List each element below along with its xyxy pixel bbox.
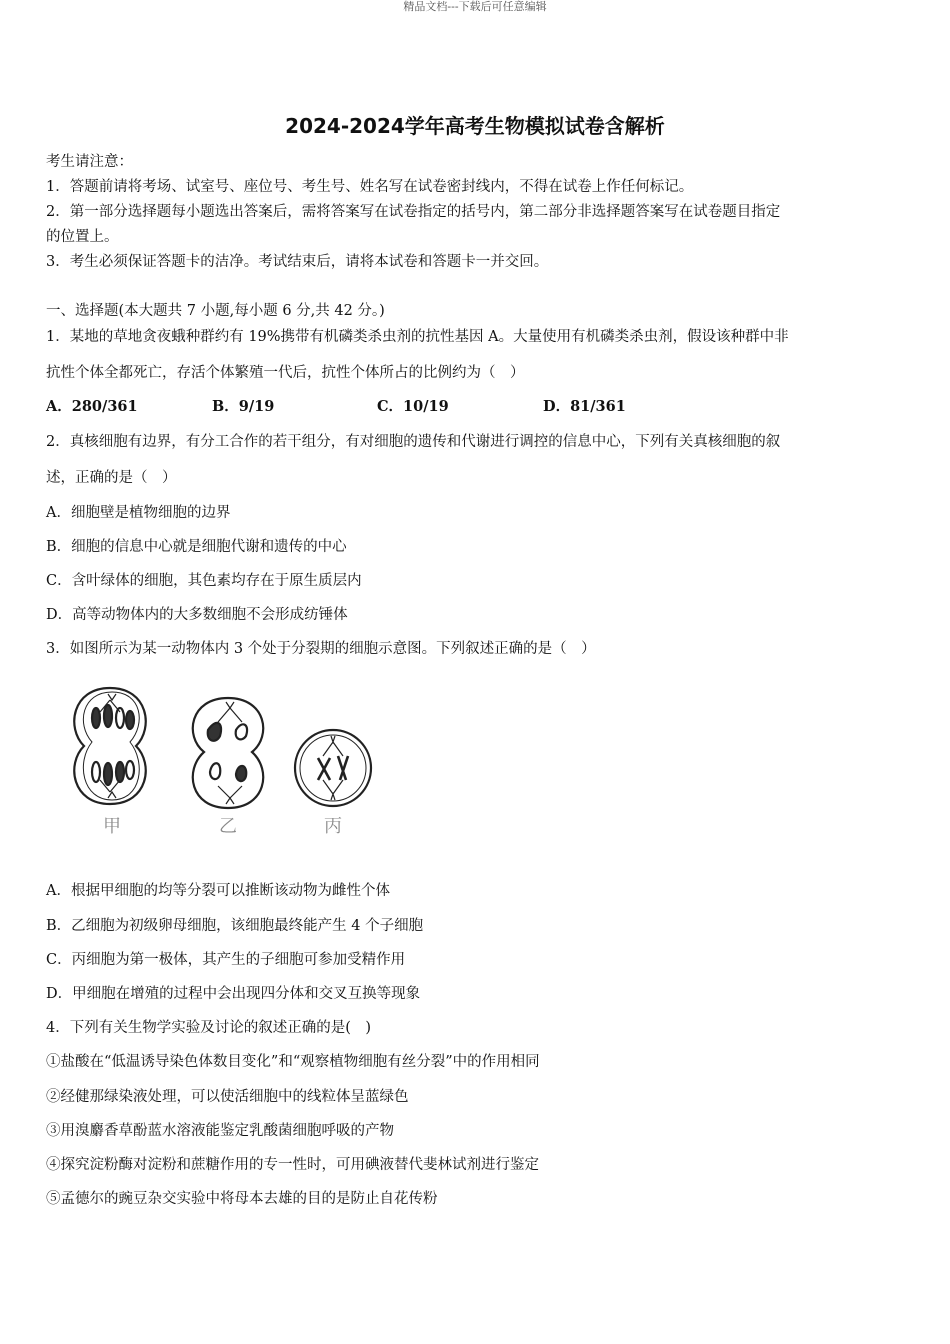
q4-statement-5: ⑤孟德尔的豌豆杂交实验中将母本去雄的目的是防止自花传粉 bbox=[46, 1191, 438, 1207]
q4-statement-2: ②经健那绿染液处理，可以使活细胞中的线粒体呈蓝绿色 bbox=[46, 1089, 409, 1105]
q1-stem-line2: 抗性个体全都死亡，存活个体繁殖一代后，抗性个体所占的比例约为（ ） bbox=[46, 365, 525, 381]
cell-bing bbox=[295, 730, 371, 806]
q3-option-c[interactable]: C．丙细胞为第一极体，其产生的子细胞可参加受精作用 bbox=[46, 952, 406, 968]
q1-stem-line1: 1．某地的草地贪夜蛾种群约有 19%携带有机磷类杀虫剂的抗性基因 A。大量使用有机磷类杀虫剂，假设该种群中非 bbox=[46, 329, 789, 345]
page-title: 2024-2024学年高考生物模拟试卷含解析 bbox=[285, 114, 665, 138]
cell-division-figure bbox=[60, 680, 380, 840]
q3-stem: 3．如图所示为某一动物体内 3 个处于分裂期的细胞示意图。下列叙述正确的是（ ） bbox=[46, 641, 596, 657]
q2-option-c[interactable]: C．含叶绿体的细胞，其色素均存在于原生质层内 bbox=[46, 573, 362, 589]
q2-stem-line2: 述，正确的是（ ） bbox=[46, 470, 177, 486]
q4-statement-4: ④探究淀粉酶对淀粉和蔗糖作用的专一性时，可用碘液替代斐林试剂进行鉴定 bbox=[46, 1157, 539, 1173]
figure-label-jia: 甲 bbox=[103, 816, 121, 837]
q2-option-b[interactable]: B．细胞的信息中心就是细胞代谢和遗传的中心 bbox=[46, 539, 347, 555]
q1-option-b[interactable]: B．9/19 bbox=[212, 398, 275, 415]
section-heading: 一、选择题(本大题共 7 小题,每小题 6 分,共 42 分。) bbox=[46, 303, 385, 319]
figure-label-bing: 丙 bbox=[324, 816, 342, 837]
notice-item-3: 3．考生必须保证答题卡的洁净。考试结束后，请将本试卷和答题卡一并交回。 bbox=[46, 254, 549, 270]
q4-statement-1: ①盐酸在“低温诱导染色体数目变化”和“观察植物细胞有丝分裂”中的作用相同 bbox=[46, 1054, 540, 1070]
q4-statement-3: ③用溴麝香草酚蓝水溶液能鉴定乳酸菌细胞呼吸的产物 bbox=[46, 1123, 394, 1139]
q1-option-c[interactable]: C．10/19 bbox=[377, 398, 449, 415]
cell-jia bbox=[74, 688, 145, 804]
notice-item-1: 1．答题前请将考场、试室号、座位号、考生号、姓名写在试卷密封线内，不得在试卷上作任何标记。 bbox=[46, 179, 694, 195]
q3-option-b[interactable]: B．乙细胞为初级卵母细胞，该细胞最终能产生 4 个子细胞 bbox=[46, 918, 424, 934]
notice-item-2: 2．第一部分选择题每小题选出答案后，需将答案写在试卷指定的括号内，第二部分非选择题答案写在试卷题目指定 bbox=[46, 204, 781, 220]
notice-item-2-cont: 的位置上。 bbox=[46, 229, 119, 245]
q1-options bbox=[46, 397, 906, 417]
q3-option-d[interactable]: D．甲细胞在增殖的过程中会出现四分体和交叉互换等现象 bbox=[46, 986, 421, 1002]
q1-option-a[interactable]: A．280/361 bbox=[46, 398, 138, 415]
q2-stem-line1: 2．真核细胞有边界，有分工合作的若干组分，有对细胞的遗传和代谢进行调控的信息中心，下列有关真核细胞的叙 bbox=[46, 434, 781, 450]
q2-option-a[interactable]: A．细胞壁是植物细胞的边界 bbox=[46, 505, 231, 521]
cell-yi bbox=[193, 698, 263, 808]
header-note: 精品文档---下载后可任意编辑 bbox=[403, 0, 547, 13]
figure-label-yi: 乙 bbox=[219, 816, 237, 837]
q2-option-d[interactable]: D．高等动物体内的大多数细胞不会形成纺锤体 bbox=[46, 607, 348, 623]
notice-heading: 考生请注意： bbox=[46, 154, 133, 170]
q3-option-a[interactable]: A．根据甲细胞的均等分裂可以推断该动物为雌性个体 bbox=[46, 883, 390, 899]
cell-diagram bbox=[60, 680, 380, 840]
q4-stem: 4．下列有关生物学实验及讨论的叙述正确的是( ) bbox=[46, 1020, 372, 1036]
q1-option-d[interactable]: D．81/361 bbox=[543, 398, 626, 415]
